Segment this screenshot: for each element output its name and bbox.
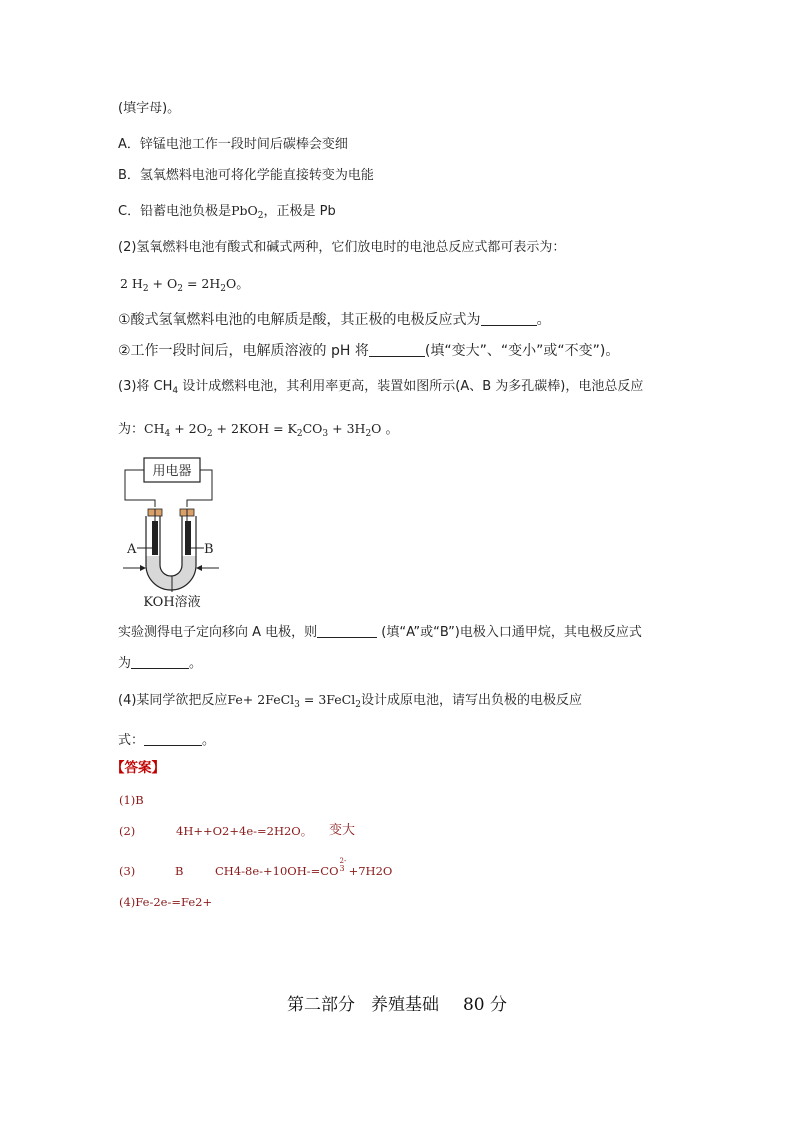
electrode-a [152, 521, 158, 555]
experiment-line-2 [118, 655, 202, 673]
eq-part: + 2O [170, 421, 207, 436]
exp-text: (填“A”或“B”)电极入口通甲烷，其电极反应式 [377, 625, 642, 640]
answer-number: (2) [119, 824, 136, 838]
eq-part: + O [148, 276, 178, 291]
eq-sup: 2- [339, 857, 347, 865]
eq-part: O [371, 421, 382, 436]
question-2-1 [118, 311, 551, 329]
answer-4: (4)Fe-2e-=Fe2+ [119, 895, 213, 909]
eq-part: CH [144, 421, 165, 436]
question-2: (2)氢氧燃料电池有酸式和碱式两种，它们放电时的电池总反应式都可表示为： [118, 240, 566, 255]
q2-2-end: (填“变大”、“变小”或“不变”)。 [424, 343, 620, 359]
eq-part: = 3FeCl [299, 692, 356, 707]
eq-part: 2 H [120, 276, 143, 291]
formula-sub: 2 [257, 211, 264, 221]
option-a: A．锌锰电池工作一段时间后碳棒会变细 [118, 137, 348, 152]
eq-sub: 2 [142, 284, 149, 294]
formula-text: PbO [231, 203, 258, 218]
experiment-line [118, 624, 642, 642]
eq-sub: 2 [355, 700, 361, 710]
eq-sub: 3 [322, 429, 329, 439]
q4-2-text: 式： [118, 733, 145, 748]
answer-number: (3) [119, 864, 136, 878]
exp2-end: 。 [189, 656, 203, 671]
question-4 [118, 691, 582, 710]
equation-ch4 [118, 420, 399, 439]
u-tube-inner [160, 516, 182, 576]
q4-text: (4)某同学欲把反应 [118, 693, 228, 708]
eq-sub: 4 [164, 429, 171, 439]
eq-sub: 2 [296, 429, 303, 439]
q3-text: 设计成燃料电池，其利用率更高，装置如图所示(A、B 为多孔碳棒)，电池总反应 [178, 379, 644, 394]
q2-2-text: ②工作一段时间后，电解质溶液的 pH 将 [118, 343, 369, 359]
eq-part: CO [302, 421, 323, 436]
eq2-formula [144, 421, 382, 439]
option-c [118, 202, 336, 221]
question-3 [118, 378, 643, 396]
eq-part: +7H2O [348, 864, 393, 878]
eq-part: + 2KOH = K [212, 421, 297, 436]
eq-sub: 2 [220, 284, 226, 294]
option-b: B．氢氧燃料电池可将化学能直接转变为电能 [118, 168, 374, 183]
eq-part: = 2H [182, 276, 221, 291]
footer-part: 第二部分 [286, 995, 355, 1015]
text-line: (填字母)。 [118, 101, 181, 116]
answer-2 [119, 822, 356, 840]
section-footer [0, 990, 794, 1015]
answer-3 [119, 857, 419, 880]
q4-text: 设计成原电池，请写出负极的电极反应 [360, 693, 582, 708]
eq-sub: 2 [177, 284, 183, 294]
inlet-arrowhead-left [140, 565, 146, 571]
solution-label: KOH溶液 [143, 595, 201, 610]
answer-blank[interactable] [317, 624, 377, 638]
inlet-arrowhead-right [196, 565, 202, 571]
pbo2-formula [231, 203, 264, 221]
eq-end: 。 [381, 422, 399, 437]
option-c-suffix: ，正极是 Pb [263, 204, 336, 219]
eq2-prefix: 为： [118, 422, 145, 437]
q4-formula [227, 692, 361, 710]
question-4-line-2 [118, 732, 215, 750]
exp2-text: 为 [118, 656, 132, 671]
answer-1: (1)B [119, 793, 144, 807]
electrode-b [185, 521, 191, 555]
answer-blank[interactable] [369, 343, 425, 357]
q2-1-text: ①酸式氢氧燃料电池的电解质是酸，其正极的电极反应式为 [118, 312, 481, 328]
eq-end: 。 [236, 277, 250, 292]
answer-blank[interactable] [131, 655, 189, 669]
footer-title: 养殖基础 [370, 995, 439, 1015]
label-a: A [127, 542, 137, 557]
answer-2-change: 变大 [329, 823, 356, 838]
eq-sub: 2 [206, 429, 213, 439]
device-label: 用电器 [152, 464, 192, 479]
option-c-prefix: C．铅蓄电池负极是 [118, 204, 232, 219]
koh-solution [146, 556, 196, 590]
footer-score: 80 分 [462, 995, 508, 1015]
eq-part: CH4-8e-+10OH-=CO [215, 864, 339, 878]
answer-3-equation [215, 857, 393, 882]
exp-text: 实验测得电子定向移向 A 电极，则 [118, 625, 318, 640]
eq-sub: 3 [294, 700, 300, 710]
q2-1-end: 。 [536, 312, 551, 328]
answer-2-equation: 4H++O2+4e-=2H2O。 [176, 824, 313, 838]
eq-part: + 3H [328, 421, 366, 436]
q3-text: (3)将 CH [118, 379, 173, 394]
eq-part: O [225, 276, 237, 291]
answer-blank[interactable] [144, 732, 202, 746]
q4-2-end: 。 [202, 733, 216, 748]
eq-part: Fe+ 2FeCl [227, 692, 295, 707]
fuel-cell-diagram [118, 453, 228, 613]
answer-blank[interactable] [481, 312, 537, 326]
answer-heading: 【答案】 [111, 760, 165, 776]
eq-sub: 3 [339, 864, 345, 873]
question-2-2 [118, 342, 619, 360]
q3-sub: 4 [172, 386, 179, 396]
answer-3-electrode: B [175, 864, 184, 878]
eq-sub: 2 [365, 429, 372, 439]
label-b: B [204, 542, 214, 557]
equation-h2o [120, 275, 249, 294]
